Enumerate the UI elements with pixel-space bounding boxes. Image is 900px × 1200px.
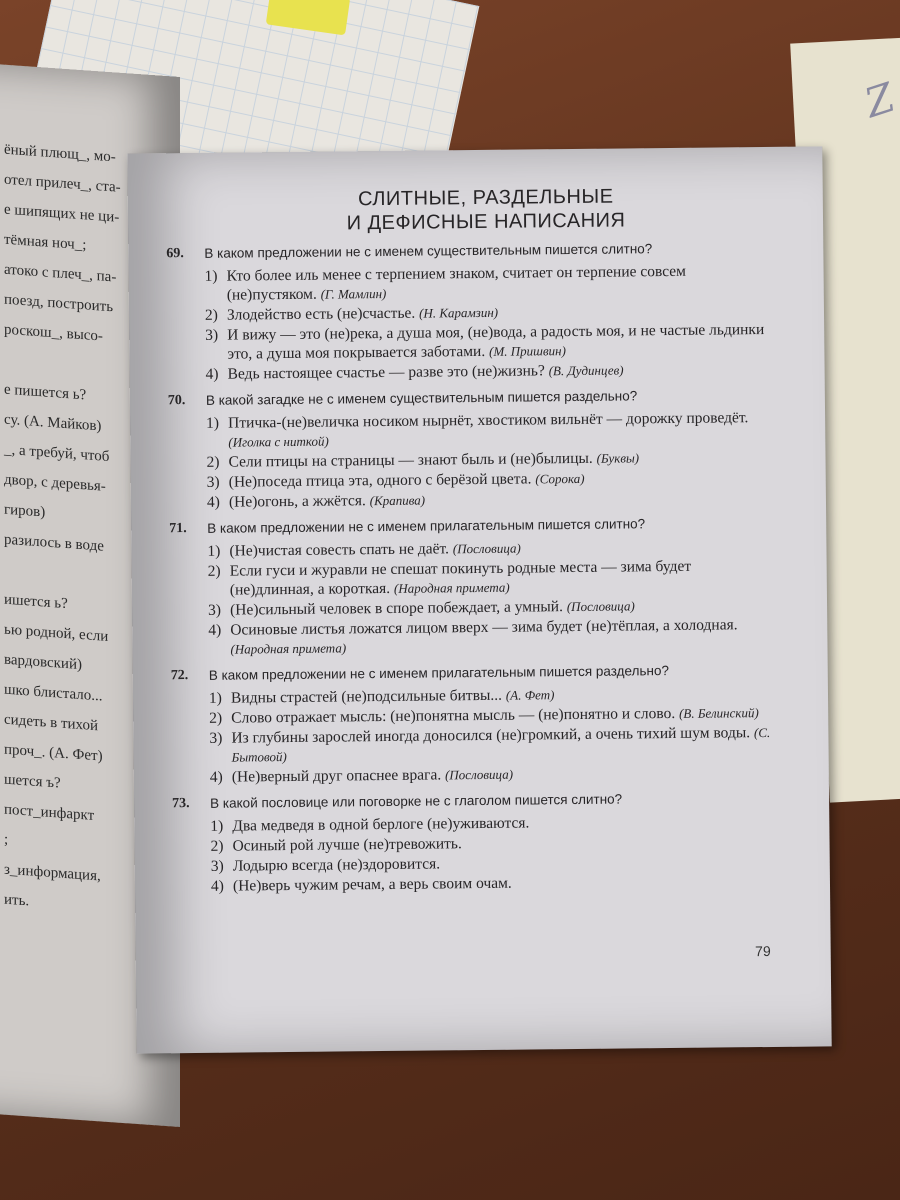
questions-list xyxy=(166,239,773,896)
option-text-wrap xyxy=(230,615,770,659)
option-number: 4) xyxy=(205,365,219,383)
option-number: 2) xyxy=(209,709,223,727)
option-text: Ведь настоящее счастье — разве это (не)жизнь? xyxy=(227,362,545,383)
question-header xyxy=(169,514,769,538)
option-number: 3) xyxy=(209,729,223,747)
answer-options xyxy=(207,536,770,659)
right-book-page xyxy=(127,146,831,1053)
option-text: Два медведя в одной берлоге (не)уживаются. xyxy=(232,814,530,835)
option-source: (Пословица) xyxy=(444,766,514,783)
option-text: И вижу — это (не)река, а душа моя, (не)вода, а радость моя, и не частые льдинки это, а душа моя покрывается заботами. xyxy=(227,321,765,363)
option-source: (Пословица) xyxy=(452,540,521,557)
option-text: Птичка-(не)величка носиком нырнёт, хвостиком вильнёт — дорожку проведёт. xyxy=(228,409,749,432)
option-source: (Крапива) xyxy=(369,492,426,509)
left-page-line: ишется ь? xyxy=(4,591,68,613)
answer-options xyxy=(206,408,769,512)
answer-option xyxy=(204,261,766,305)
option-text: (Не)огонь, а жжётся. xyxy=(228,492,366,511)
option-text: Злодейство есть (не)счастье. xyxy=(226,304,416,324)
question-text: В каком предложении не с именем прилагательным пишется раздельно? xyxy=(208,663,669,683)
left-page-line: тёмная ноч_; xyxy=(4,231,87,254)
question-header xyxy=(166,239,766,263)
left-page-line: атоко с плеч_, па- xyxy=(4,261,117,286)
option-number: 2) xyxy=(207,562,221,580)
option-text: Кто более иль менее с терпением знаком, считает он терпение совсем (не)пустяком. xyxy=(226,262,687,304)
option-text: (Не)верь чужим речам, а верь своим очам. xyxy=(232,874,512,895)
heading-line-1: СЛИТНЫЕ, РАЗДЕЛЬНЫЕ xyxy=(357,185,614,211)
option-number: 2) xyxy=(204,306,219,324)
option-source: (В. Белинский) xyxy=(678,705,759,721)
option-number: 2) xyxy=(210,837,224,855)
option-number: 3) xyxy=(206,473,220,491)
option-text-wrap xyxy=(228,408,768,452)
option-number: 4) xyxy=(210,877,224,895)
question-text: В какой загадке не с именем существительным пишется раздельно? xyxy=(205,388,638,408)
left-page-line: проч_. (А. Фет) xyxy=(4,741,103,765)
option-number: 1) xyxy=(208,689,223,707)
question-number: 72. xyxy=(170,668,189,684)
option-text: Лодырю всегда (не)здоровится. xyxy=(232,855,441,875)
answer-option xyxy=(205,320,767,364)
option-text-wrap xyxy=(227,320,767,364)
option-text: Осиный рой лучше (не)тревожить. xyxy=(232,835,462,855)
answer-option xyxy=(209,723,771,767)
option-source: (Г. Мамлин) xyxy=(320,285,387,302)
left-page-line: сидеть в тихой xyxy=(4,711,98,735)
option-source: (Буквы) xyxy=(596,450,640,466)
option-text: Если гуси и журавли не спешат покинуть родные места — зима будет (не)длинная, а короткая. xyxy=(229,557,692,599)
question-number: 69. xyxy=(166,246,184,262)
option-number: 4) xyxy=(209,768,223,786)
option-number: 3) xyxy=(205,326,219,344)
question-header xyxy=(168,386,768,410)
answer-option xyxy=(208,615,770,659)
option-number: 4) xyxy=(208,621,222,639)
question-header xyxy=(172,789,772,813)
option-text: Осиновые листья ложатся лицом вверх — зима будет (не)тёплая, а холодная. xyxy=(230,616,738,639)
left-page-line: пост_инфаркт xyxy=(4,801,95,824)
left-page-line: су. (А. Майков) xyxy=(4,411,102,435)
question-text: В каком предложении не с именем прилагательным пишется слитно? xyxy=(207,516,646,536)
left-page-line: разилось в воде xyxy=(4,531,104,555)
left-page-line: ; xyxy=(4,831,9,848)
question-block xyxy=(169,514,770,659)
option-source: (С. Бытовой) xyxy=(231,724,771,765)
left-page-line: вардовский) xyxy=(4,651,82,674)
question-block xyxy=(171,661,772,787)
answer-options xyxy=(204,261,767,384)
option-source: (М. Пришвин) xyxy=(488,343,566,359)
left-page-line: шко блистало... xyxy=(4,681,103,705)
left-page-line: _, а требуй, чтоб xyxy=(4,441,110,466)
page-content xyxy=(166,183,773,897)
option-number: 1) xyxy=(210,817,224,835)
heading-line-2: И ДЕФИСНЫЕ НАПИСАНИЯ xyxy=(346,209,626,235)
question-block xyxy=(168,386,769,512)
option-number: 3) xyxy=(210,857,224,875)
option-text: Слово отражает мысль: (не)понятна мысль — (не)понятно и слово. xyxy=(231,704,676,727)
option-text: (Не)верный друг опаснее врага. xyxy=(231,766,442,786)
question-block xyxy=(166,239,767,384)
question-number: 73. xyxy=(172,796,190,812)
option-text-wrap xyxy=(230,556,770,600)
handwriting-scribble: Z xyxy=(859,74,900,128)
option-number: 3) xyxy=(208,601,222,619)
question-text: В каком предложении не с именем существительным пишется слитно? xyxy=(204,241,653,261)
option-source: (Иголка с ниткой) xyxy=(228,433,329,450)
left-page-line: поезд, построить xyxy=(4,291,114,316)
question-header xyxy=(171,661,771,685)
left-page-line: ью родной, если xyxy=(4,621,109,645)
question-block xyxy=(172,789,773,896)
option-number: 1) xyxy=(204,267,218,285)
page-number: 79 xyxy=(755,942,771,960)
left-page-line: е пишется ь? xyxy=(4,381,87,404)
option-source: (В. Дудинцев) xyxy=(548,362,624,379)
option-text-wrap xyxy=(226,261,766,305)
left-page-line: гиров) xyxy=(4,501,46,521)
option-text: (Не)чистая совесть спать не даёт. xyxy=(229,540,450,560)
option-number: 1) xyxy=(207,542,221,560)
option-text: Из глубины зарослей иногда доносился (не)громкий, а очень тихий шум воды. xyxy=(231,724,751,747)
question-number: 71. xyxy=(169,521,187,537)
question-number: 70. xyxy=(167,393,186,409)
option-source: (Пословица) xyxy=(566,598,635,615)
option-number: 1) xyxy=(206,414,220,432)
question-text: В какой пословице или поговорке не с глаголом пишется слитно? xyxy=(210,791,623,811)
option-text: (Не)сильный человек в споре побеждает, а умный. xyxy=(230,598,564,619)
left-page-line: шется ъ? xyxy=(4,771,61,792)
left-page-line: роскош_, высо- xyxy=(4,321,103,345)
option-source: (Народная примета) xyxy=(393,579,510,596)
option-number: 4) xyxy=(206,493,220,511)
option-source: (Н. Карамзин) xyxy=(419,304,499,321)
option-source: (А. Фет) xyxy=(505,687,555,703)
left-page-line: отел прилеч_, ста- xyxy=(4,171,121,196)
left-page-text xyxy=(4,135,121,923)
option-source: (Сорока) xyxy=(535,470,585,487)
left-page-line: ить. xyxy=(4,891,30,910)
left-page-line: двор, с деревья- xyxy=(4,471,106,495)
left-page-line: е шипящих не ци- xyxy=(4,201,120,226)
left-page-line: з_информация, xyxy=(4,861,101,885)
option-text: Видны страстей (не)подсильные битвы... xyxy=(230,686,503,707)
answer-option xyxy=(208,556,770,600)
answer-option xyxy=(206,408,768,452)
option-number: 2) xyxy=(206,453,220,471)
option-source: (Народная примета) xyxy=(230,640,347,657)
left-page-line: ёный плющ_, мо- xyxy=(4,141,116,166)
option-text: Сели птицы на страницы — знают быль и (не)былицы. xyxy=(228,449,593,471)
option-text-wrap xyxy=(231,723,771,767)
option-text: (Не)поседа птица эта, одного с берёзой цвета. xyxy=(228,470,532,491)
section-heading xyxy=(206,183,766,237)
answer-options xyxy=(209,683,772,787)
answer-options xyxy=(210,811,773,896)
